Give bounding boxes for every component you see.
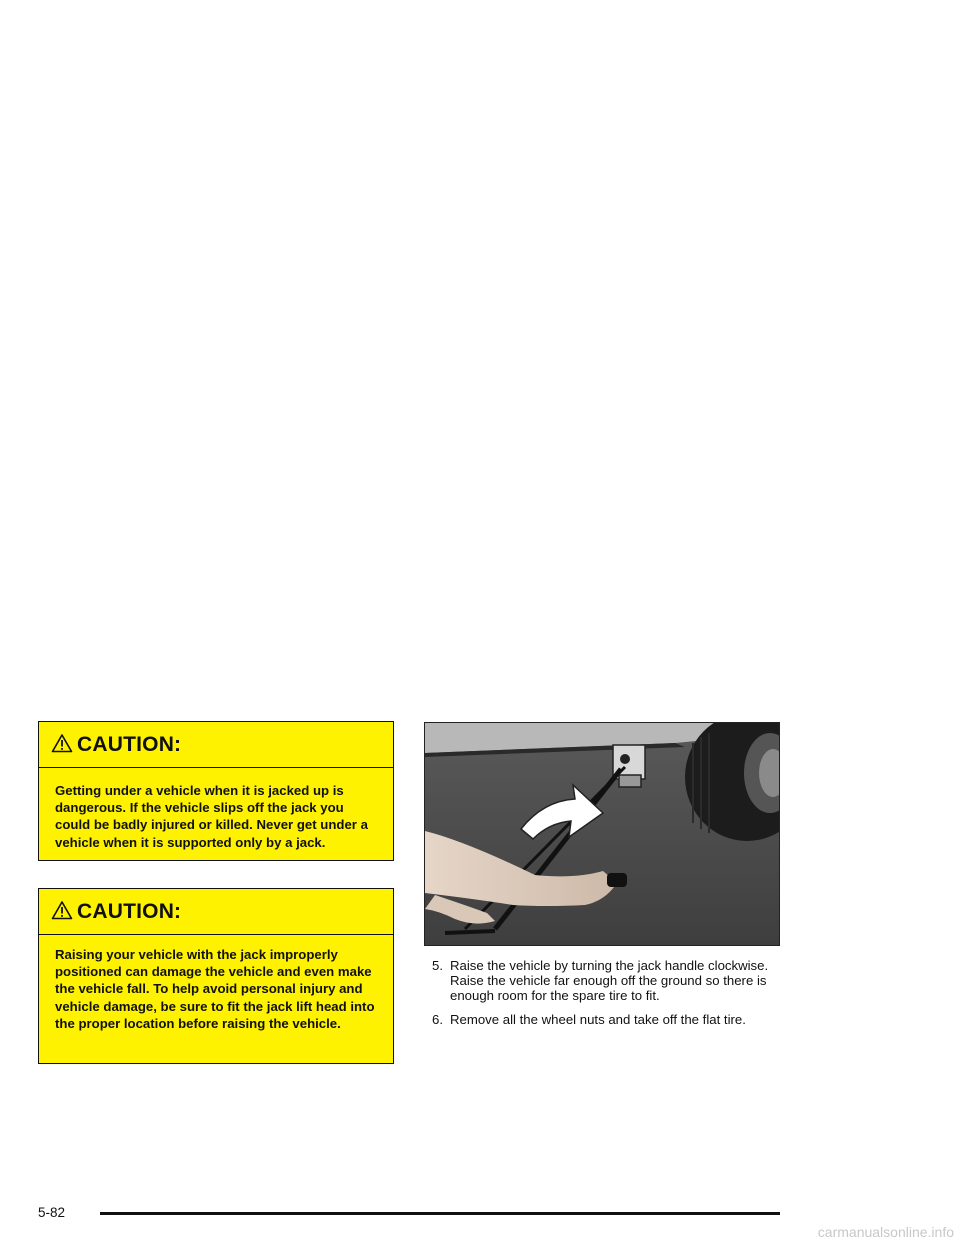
step-item (432, 1012, 792, 1027)
caution-text: Getting under a vehicle when it is jacked up is dangerous. If the vehicle slips off the jack you could be badly injured or killed. Never get under a vehicle when it is supported only by a jack. (39, 768, 393, 860)
step-number: 6. (432, 1011, 443, 1027)
caution-title: CAUTION: (77, 732, 182, 756)
caution-title: CAUTION: (77, 899, 182, 923)
footer-rule (100, 1212, 780, 1215)
caution-box-2 (38, 888, 394, 1064)
step-text: Raise the vehicle by turning the jack handle clockwise. Raise the vehicle far enough off the ground so there is enough room for the spare tire to fit. (450, 958, 769, 1004)
instruction-steps (432, 958, 792, 1035)
caution-header (39, 722, 393, 768)
caution-header (39, 889, 393, 935)
jack-illustration (425, 723, 780, 946)
warning-triangle-icon (51, 900, 73, 920)
page-number: 5-82 (38, 1205, 66, 1220)
step-item (432, 958, 792, 1004)
step-number: 5. (432, 958, 443, 973)
watermark: carmanualsonline.info (817, 1224, 954, 1240)
caution-text: Raising your vehicle with the jack improperly positioned can damage the vehicle and even make the vehicle fall. To help avoid personal injury and vehicle damage, be sure to fit the jack lift head into the proper location before raising the vehicle. (39, 935, 393, 1063)
step-text: Remove all the wheel nuts and take off the flat tire. (450, 1011, 746, 1027)
caution-box-1 (38, 721, 394, 861)
warning-triangle-icon (51, 733, 73, 753)
jack-handle-photo (424, 722, 780, 946)
